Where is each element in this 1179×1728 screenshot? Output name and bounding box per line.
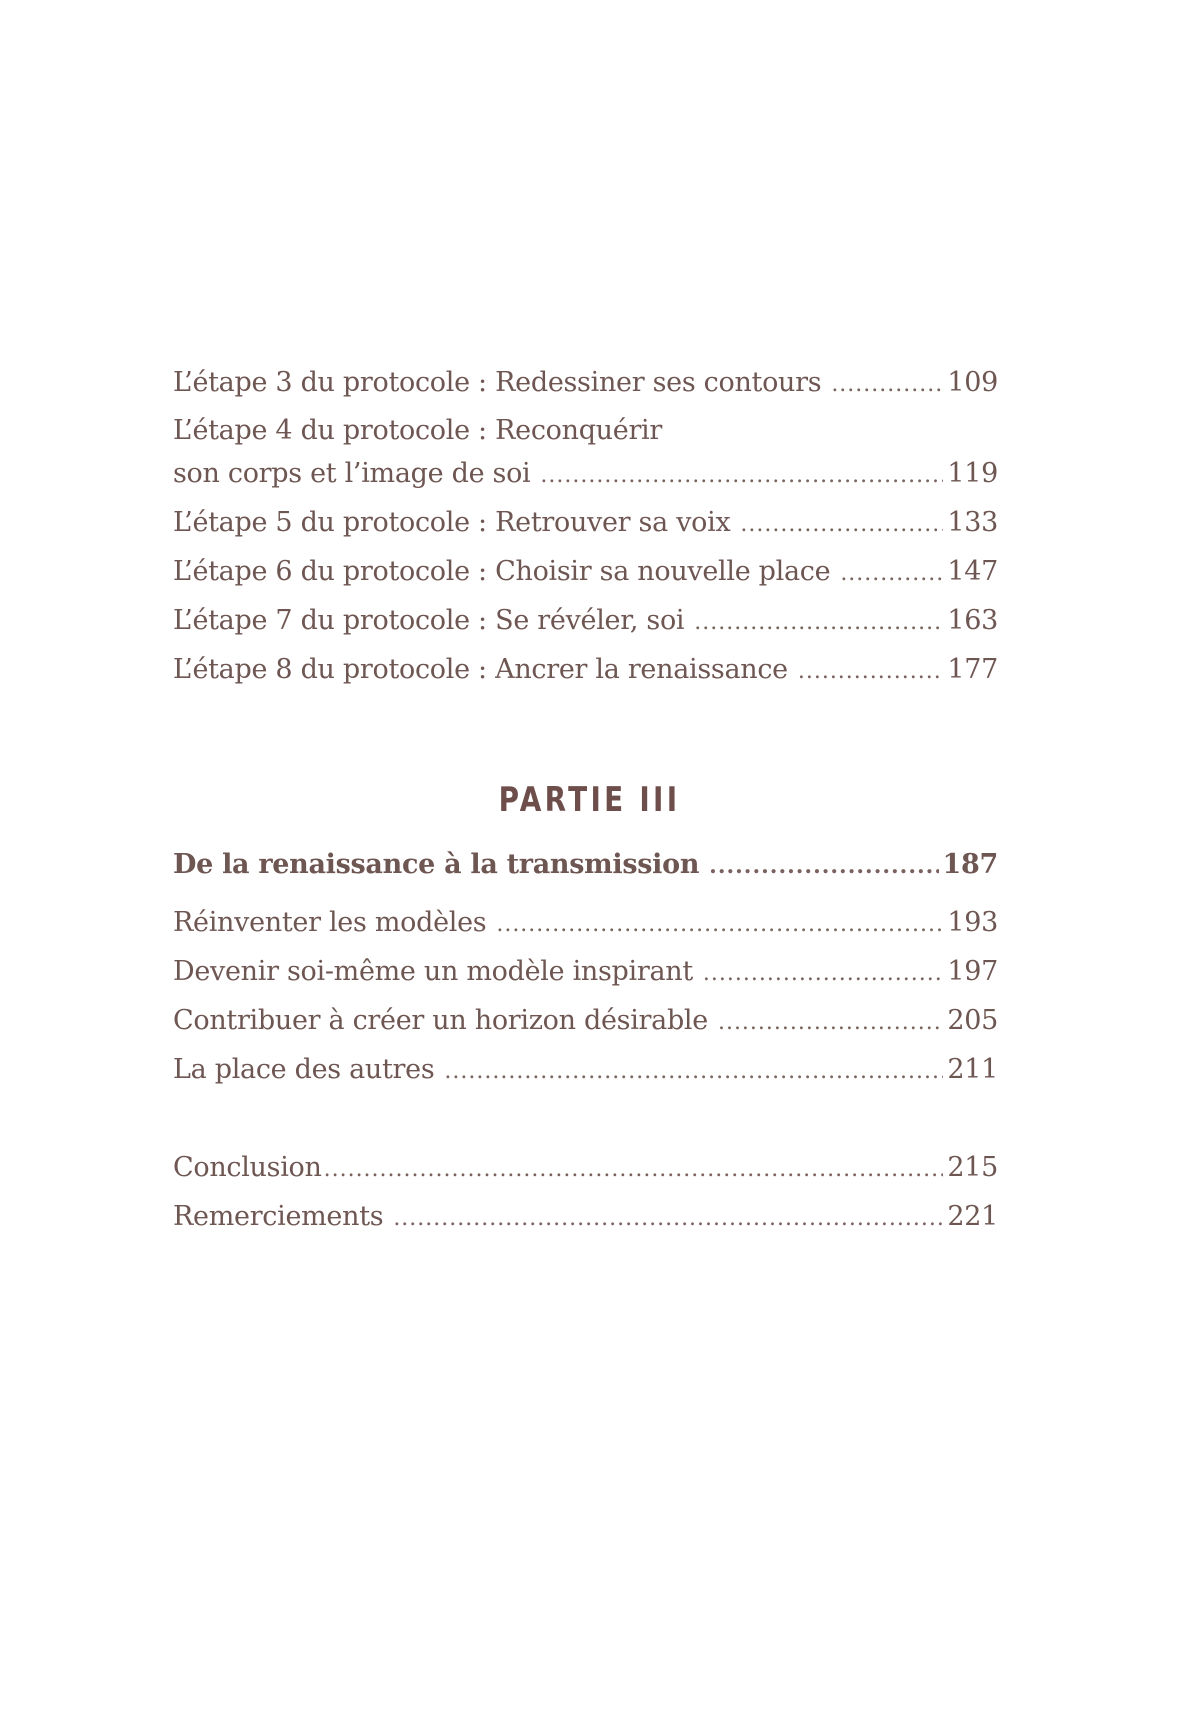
toc-entry-etape-6 xyxy=(173,555,998,591)
dot-leader xyxy=(718,1006,943,1040)
toc-entry-title: De la renaissance à la transmission xyxy=(173,849,700,880)
toc-entry-title: L’étape 3 du protocole : Redessiner ses contours xyxy=(173,367,822,398)
toc-entry-etape-4-line1: L’étape 4 du protocole : Reconquérir xyxy=(173,415,663,446)
toc-entry-page: 163 xyxy=(947,605,998,636)
toc-entry-title: L’étape 7 du protocole : Se révéler, soi xyxy=(173,605,685,636)
toc-entry-title: L’étape 8 du protocole : Ancrer la renaissance xyxy=(173,654,788,685)
dot-leader xyxy=(496,908,943,942)
dot-leader xyxy=(831,368,943,402)
toc-entry-page: 147 xyxy=(947,556,998,587)
toc-entry-etape-3 xyxy=(173,366,998,402)
toc-entry-title: Remerciements xyxy=(173,1201,384,1232)
dot-leader xyxy=(740,508,943,542)
toc-entry-title: Réinventer les modèles xyxy=(173,907,487,938)
toc-entry-title: Conclusion xyxy=(173,1152,322,1183)
toc-entry-page: 187 xyxy=(942,849,998,880)
dot-leader xyxy=(840,557,943,591)
toc-entry-page: 215 xyxy=(947,1152,998,1183)
toc-entry-conclusion xyxy=(173,1151,998,1187)
toc-entry-page: 221 xyxy=(947,1201,998,1232)
toc-entry-reinventer xyxy=(173,906,998,942)
toc-entry-page: 197 xyxy=(947,956,998,987)
toc-entry-place-des-autres xyxy=(173,1053,998,1089)
toc-entry-title: L’étape 6 du protocole : Choisir sa nouvelle place xyxy=(173,556,831,587)
toc-entry-contribuer xyxy=(173,1004,998,1040)
toc-entry-page: 109 xyxy=(947,367,998,398)
dot-leader xyxy=(444,1055,943,1089)
toc-entry-devenir xyxy=(173,955,998,991)
toc-entry-page: 211 xyxy=(947,1054,998,1085)
part-heading: PARTIE III xyxy=(498,780,681,820)
toc-entry-title: Contribuer à créer un horizon désirable xyxy=(173,1005,708,1036)
dot-leader xyxy=(540,459,943,493)
toc-entry-title: L’étape 5 du protocole : Retrouver sa voix xyxy=(173,507,731,538)
toc-entry-page: 133 xyxy=(947,507,998,538)
dot-leader xyxy=(709,849,938,883)
toc-entry-page: 119 xyxy=(947,458,998,489)
toc-entry-etape-5 xyxy=(173,506,998,542)
toc-entry-etape-4 xyxy=(173,457,998,493)
dot-leader xyxy=(798,655,944,689)
toc-entry-title: son corps et l’image de soi xyxy=(173,458,531,489)
dot-leader xyxy=(324,1153,944,1187)
dot-leader xyxy=(703,957,943,991)
dot-leader xyxy=(393,1202,943,1236)
toc-entry-title: La place des autres xyxy=(173,1054,435,1085)
toc-entry-etape-7 xyxy=(173,604,998,640)
toc-entry-page: 193 xyxy=(947,907,998,938)
dot-leader xyxy=(694,606,943,640)
toc-entry-page: 177 xyxy=(947,654,998,685)
toc-entry-etape-8 xyxy=(173,653,998,689)
toc-entry-remerciements xyxy=(173,1200,998,1236)
toc-entry-part-three-main xyxy=(173,848,998,883)
toc-entry-title: Devenir soi-même un modèle inspirant xyxy=(173,956,693,987)
toc-entry-page: 205 xyxy=(947,1005,998,1036)
